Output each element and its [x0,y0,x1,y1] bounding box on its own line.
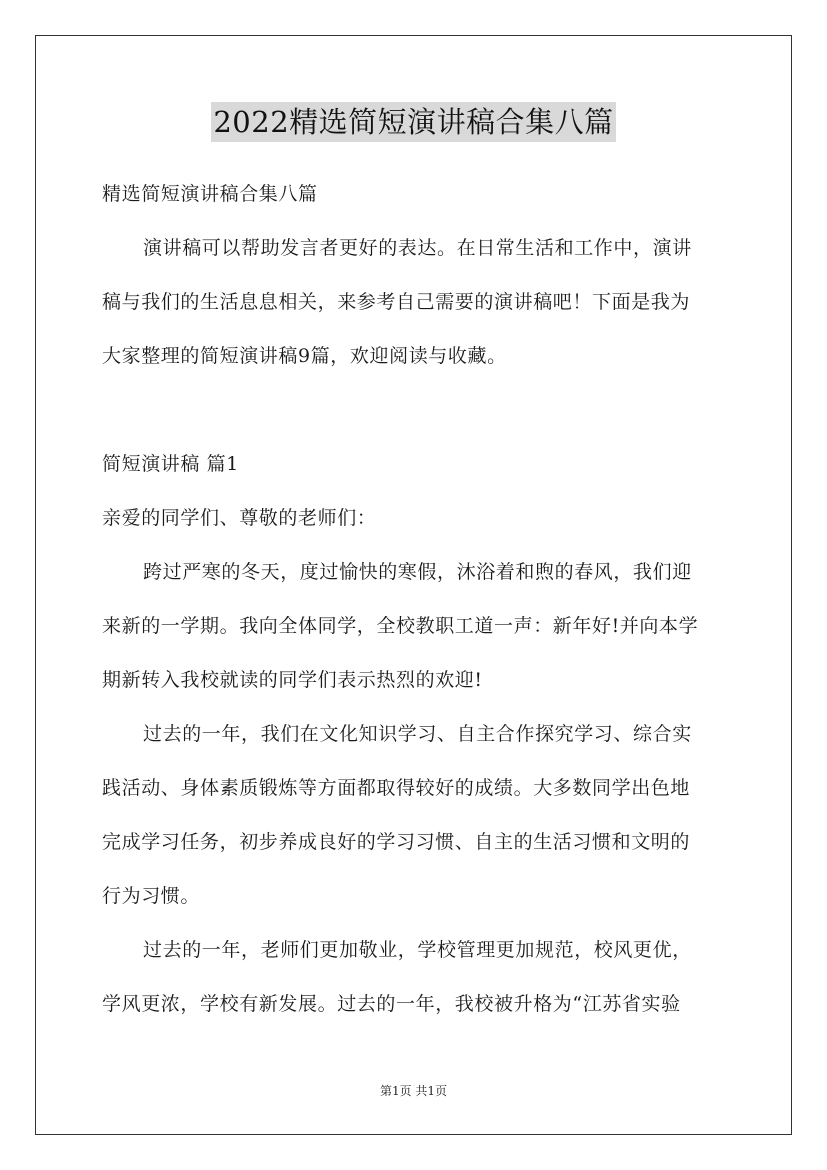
paragraph1-line-1: 跨过严寒的冬天，度过愉快的寒假，沐浴着和煦的春风，我们迎 [143,561,692,583]
page-footer: 第1页 共1页 [379,1084,448,1098]
paragraph1-line-2: 来新的一学期。我向全体同学，全校教职工道一声：新年好!并向本学 [102,615,699,637]
paragraph2-line-1: 过去的一年，我们在文化知识学习、自主合作探究学习、综合实 [143,723,692,745]
paragraph2-line-4: 行为习惯。 [102,885,201,907]
paragraph2-line-2: 践活动、身体素质锻炼等方面都取得较好的成绩。大多数同学出色地 [102,777,691,799]
title-container [0,102,827,142]
paragraph3-line-2: 学风更浓，学校有新发展。过去的一年，我校被升格为“江苏省实验 [102,993,681,1015]
document-title: 2022精选简短演讲稿合集八篇 [211,102,615,142]
paragraph1-line-3: 期新转入我校就读的同学们表示热烈的欢迎! [102,669,483,691]
intro-line-1: 演讲稿可以帮助发言者更好的表达。在日常生活和工作中，演讲 [143,237,692,259]
section-heading: 简短演讲稿 篇1 [102,453,239,475]
intro-line-3: 大家整理的简短演讲稿9篇，欢迎阅读与收藏。 [102,345,507,367]
intro-line-2: 稿与我们的生活息息相关，来参考自己需要的演讲稿吧！下面是我为 [102,291,691,313]
greeting: 亲爱的同学们、尊敬的老师们： [102,507,377,529]
document-subtitle: 精选简短演讲稿合集八篇 [102,183,318,205]
paragraph3-line-1: 过去的一年，老师们更加敬业，学校管理更加规范，校风更优， [143,939,692,961]
paragraph2-line-3: 完成学习任务，初步养成良好的学习习惯、自主的生活习惯和文明的 [102,831,691,853]
